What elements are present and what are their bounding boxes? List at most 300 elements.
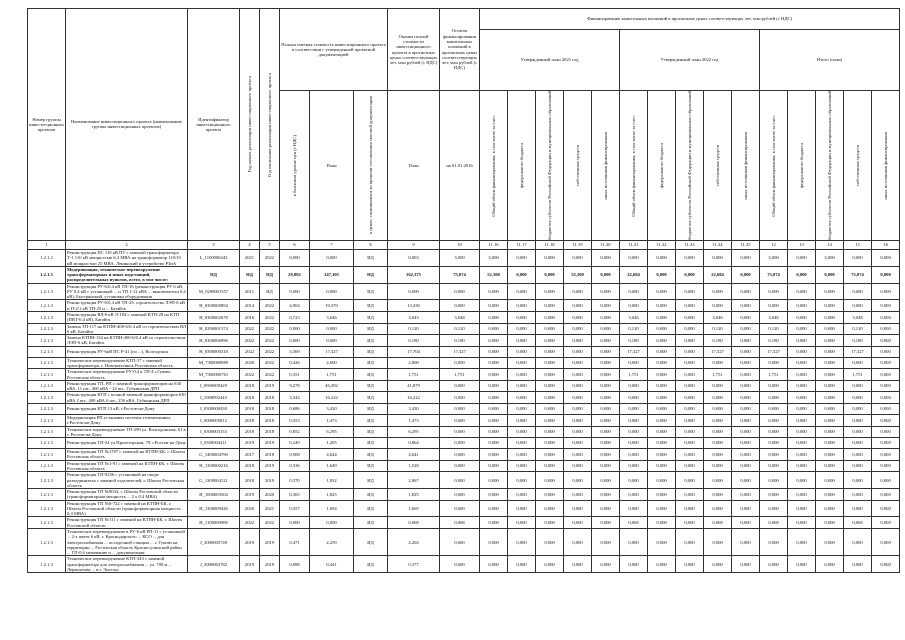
end-year: 2022 <box>260 335 280 347</box>
end-year: 2022 <box>260 346 280 357</box>
value-cell: 0,000 <box>788 335 816 347</box>
value-cell: 0,000 <box>648 392 676 404</box>
value-cell: 0,000 <box>760 380 788 392</box>
project-id: J_3000005749 <box>188 529 240 556</box>
project-id: H_1300000216 <box>188 460 240 472</box>
value-cell: 1,649 <box>310 460 354 472</box>
value-cell: 6,295 <box>310 426 354 438</box>
value-cell: 0,000 <box>648 438 676 449</box>
value-cell: 0,068 <box>388 517 440 529</box>
header-plan-2022: Утвержденный план 2022 год <box>620 30 760 91</box>
value-cell: 0,000 <box>844 300 872 312</box>
value-cell: 0,000 <box>732 392 760 404</box>
value-cell: 0,249 <box>280 438 310 449</box>
value-cell: 0,000 <box>816 380 844 392</box>
header-project-id: Идентификатор инвестиционного проекта <box>188 9 240 241</box>
value-cell: 0,000 <box>480 357 508 369</box>
value-cell: 0,000 <box>536 556 564 573</box>
value-cell: 0,000 <box>440 472 480 489</box>
value-cell: 0,000 <box>844 438 872 449</box>
header-fin-own: собственных средств <box>564 91 592 241</box>
value-cell: 17,327 <box>310 346 354 357</box>
start-year: 2020 <box>240 357 260 369</box>
value-cell: 0,120 <box>388 323 440 335</box>
value-cell: 1,825 <box>310 489 354 501</box>
value-cell: 0,000 <box>760 283 788 300</box>
value-cell: 0,000 <box>620 380 648 392</box>
value-cell: 0,000 <box>872 312 900 324</box>
end-year: 2022 <box>260 249 280 266</box>
value-cell: 0,000 <box>732 249 760 266</box>
project-id: I_0300000430 <box>188 403 240 414</box>
value-cell: 75,074 <box>760 266 788 283</box>
value-cell: 0,000 <box>648 472 676 489</box>
value-cell: 41,879 <box>388 380 440 392</box>
value-cell: ИД <box>354 369 388 381</box>
column-index: 14 <box>816 240 844 249</box>
value-cell: 0,000 <box>508 249 536 266</box>
project-name: Реконструкция РУ-6/0,4 кВ ТП-16 (реконструкция РУ 6 кВ, РУ 0,4 кВ с установкой ... и ТП 1-12 кВА ... выключатели 0,4 кВ), Быстрянский, установка оборудования <box>67 283 186 300</box>
value-cell: 0,000 <box>480 369 508 381</box>
value-cell: 0,000 <box>592 283 620 300</box>
value-cell: 2,600 <box>310 357 354 369</box>
project-id: H_0300002678 <box>188 312 240 324</box>
value-cell: ИД <box>354 323 388 335</box>
value-cell: 0,000 <box>872 500 900 517</box>
value-cell: 0,000 <box>648 380 676 392</box>
value-cell: 0,000 <box>788 369 816 381</box>
value-cell: 0,000 <box>564 472 592 489</box>
value-cell: 3,646 <box>310 312 354 324</box>
value-cell: 0,000 <box>592 369 620 381</box>
value-cell: 0,000 <box>508 556 536 573</box>
value-cell: 0,000 <box>760 300 788 312</box>
table-row <box>28 449 900 461</box>
value-cell: ИД <box>354 426 388 438</box>
value-cell: ИД <box>354 312 388 324</box>
value-cell: 0,000 <box>480 500 508 517</box>
header-full-cost: Оценка полной стоимости инвестиционного проекта в прогнозных ценах соответствующих лет, млн рублей (с НДС) <box>388 9 440 91</box>
project-id: M_7300000889 <box>188 357 240 369</box>
value-cell: 0,000 <box>732 517 760 529</box>
value-cell: 0,000 <box>732 460 760 472</box>
value-cell: 0,000 <box>872 426 900 438</box>
project-name: Реконструкция ВЛ-6 кВ Л-104 с заменой КТП-28 на КТП (ПВТ-0,4 кВ), Батайск <box>66 312 188 324</box>
header-plan-2021: Утвержденный план 2021 год <box>480 30 620 91</box>
value-cell: 0,000 <box>508 380 536 392</box>
value-cell: 1,751 <box>310 369 354 381</box>
value-cell: 0,000 <box>788 460 816 472</box>
table-row <box>28 392 900 404</box>
value-cell: ИД <box>354 449 388 461</box>
value-cell: 0,000 <box>844 392 872 404</box>
value-cell: ИД <box>354 414 388 426</box>
value-cell: 0,000 <box>508 500 536 517</box>
project-name: Реконструкция ТП №1-91 с заменой на КТПН-БК, г. Шахты Ростовская область <box>66 460 188 472</box>
value-cell: 0,000 <box>760 403 788 414</box>
value-cell: 0,000 <box>648 249 676 266</box>
value-cell: 0,000 <box>760 426 788 438</box>
value-cell: 0,000 <box>732 529 760 556</box>
value-cell: 0,000 <box>508 357 536 369</box>
value-cell: 2,259 <box>310 529 354 556</box>
start-year: 2017 <box>240 449 260 461</box>
value-cell: 0,000 <box>704 403 732 414</box>
end-year: 2019 <box>260 460 280 472</box>
value-cell: 0,000 <box>648 346 676 357</box>
value-cell: 1,751 <box>440 369 480 381</box>
row-number: 1.2.1.3 <box>28 556 66 573</box>
value-cell: 0,000 <box>844 529 872 556</box>
value-cell: 17,327 <box>844 346 872 357</box>
project-name: Реконструкция КТП 13 кВ, г.Ростов-на-Дону <box>66 403 188 414</box>
value-cell: ИД <box>354 460 388 472</box>
column-index: 6 <box>280 240 310 249</box>
value-cell: 0,000 <box>872 403 900 414</box>
value-cell: 0,000 <box>508 449 536 461</box>
column-index: 3 <box>188 240 240 249</box>
value-cell: 3,046 <box>620 312 648 324</box>
value-cell: 0,000 <box>480 346 508 357</box>
value-cell: ИД <box>354 249 388 266</box>
value-cell: 0,120 <box>704 323 732 335</box>
header-estimate-cost: Полная сметная стоимость инвестиционного проекта в соответствии с утвержденной проектной документацией <box>280 9 388 91</box>
row-number: 1.2.1.3 <box>28 357 66 369</box>
value-cell: 0,000 <box>536 460 564 472</box>
value-cell: 6,295 <box>388 426 440 438</box>
value-cell: 0,000 <box>280 249 310 266</box>
value-cell: 0,000 <box>844 414 872 426</box>
project-id: G_1400004790 <box>188 449 240 461</box>
table-row <box>28 472 900 489</box>
start-year: 2018 <box>240 426 260 438</box>
project-name: Реконструкция ТП-9256 с установкой на опоре разъединителя с заменой отделителей, г. Шахты Ростовская область <box>66 472 188 489</box>
row-number: 1.2.1.3 <box>28 380 66 392</box>
value-cell: 3,344 <box>280 392 310 404</box>
header-group-number: Номер группы инвести-ционных проектов <box>28 9 66 241</box>
value-cell: 0,471 <box>280 529 310 556</box>
value-cell: 0,000 <box>508 460 536 472</box>
value-cell: 0,000 <box>704 249 732 266</box>
value-cell: 0,000 <box>592 357 620 369</box>
value-cell: 0,377 <box>388 556 440 573</box>
value-cell: 0,000 <box>480 460 508 472</box>
table-row <box>28 517 900 529</box>
value-cell: 0,000 <box>732 449 760 461</box>
project-id: H_0290001374 <box>188 323 240 335</box>
value-cell: 0,000 <box>732 323 760 335</box>
start-year: 2022 <box>240 323 260 335</box>
value-cell: 0,000 <box>620 556 648 573</box>
row-number: 1.2.1.3 <box>28 489 66 501</box>
column-index: 13 <box>788 240 816 249</box>
project-name: Модернизация РП установки системы телемеханики, г.Ростов-на-Дону <box>66 414 188 426</box>
header-fin-fed: федерального бюджета <box>788 91 816 241</box>
value-cell: 0,000 <box>480 283 508 300</box>
value-cell: 0,000 <box>508 323 536 335</box>
value-cell: 0,000 <box>676 266 704 283</box>
value-cell: 0,000 <box>788 323 816 335</box>
value-cell: 0,000 <box>564 357 592 369</box>
value-cell: 0,000 <box>676 438 704 449</box>
value-cell: 0,000 <box>564 380 592 392</box>
value-cell: 0,000 <box>676 403 704 414</box>
value-cell: 0,000 <box>816 346 844 357</box>
value-cell: 0,000 <box>676 249 704 266</box>
value-cell: 9,278 <box>280 380 310 392</box>
row-number: 1.2.1.3 <box>28 529 66 556</box>
value-cell: 0,000 <box>388 283 440 300</box>
row-number: 1.2.1.3 <box>28 500 66 517</box>
value-cell: 0,000 <box>816 414 844 426</box>
table-row <box>28 249 900 266</box>
value-cell: 0,000 <box>676 489 704 501</box>
value-cell: 0,000 <box>816 266 844 283</box>
value-cell: 0,000 <box>844 489 872 501</box>
value-cell: ИД <box>354 283 388 300</box>
value-cell: 0,000 <box>760 414 788 426</box>
table-body <box>28 249 900 572</box>
column-index: 11.17 <box>508 240 536 249</box>
value-cell: 0,000 <box>620 392 648 404</box>
value-cell: 0,000 <box>536 472 564 489</box>
value-cell: 0,852 <box>280 426 310 438</box>
value-cell: 0,000 <box>536 346 564 357</box>
value-cell: 17,704 <box>388 346 440 357</box>
start-year: 2014 <box>240 300 260 312</box>
value-cell: ИД <box>354 489 388 501</box>
header-full-plan: План <box>388 91 440 241</box>
value-cell: 0,000 <box>732 414 760 426</box>
project-id: H_1100000908 <box>188 517 240 529</box>
value-cell: 3,430 <box>310 403 354 414</box>
value-cell: 0,000 <box>480 489 508 501</box>
value-cell: 0,000 <box>676 312 704 324</box>
value-cell: 0,000 <box>620 489 648 501</box>
value-cell: 0,000 <box>676 323 704 335</box>
value-cell: 0,000 <box>592 460 620 472</box>
value-cell: 0,000 <box>508 472 536 489</box>
value-cell: 0,000 <box>844 426 872 438</box>
value-cell: 0,000 <box>648 500 676 517</box>
value-cell: 0,000 <box>872 346 900 357</box>
value-cell: 0,000 <box>676 449 704 461</box>
header-fin-reg: бюджетов субъектов Российской Федерации и муниципальных образований <box>536 91 564 241</box>
value-cell: 0,000 <box>310 517 354 529</box>
value-cell: 0,000 <box>648 266 676 283</box>
value-cell: 0,000 <box>480 403 508 414</box>
value-cell: 0,000 <box>536 357 564 369</box>
value-cell: 0,000 <box>508 392 536 404</box>
value-cell: 0,000 <box>648 323 676 335</box>
value-cell: 0,000 <box>564 414 592 426</box>
project-name: Техническое перевооружение КТП-343 с заменой трансформатора для электроснабжения ... ул. 700 м ... Лермонтова ... в г. Энгельс <box>66 556 188 573</box>
start-year: 2018 <box>240 472 260 489</box>
end-year: 2022 <box>260 517 280 529</box>
value-cell: 0,000 <box>844 449 872 461</box>
value-cell: ИД <box>354 556 388 573</box>
value-cell: 0,000 <box>564 249 592 266</box>
value-cell: 3,000 <box>480 249 508 266</box>
value-cell: 0,000 <box>760 472 788 489</box>
value-cell: 0,908 <box>280 449 310 461</box>
value-cell: 0,000 <box>788 414 816 426</box>
value-cell: 0,000 <box>480 438 508 449</box>
project-name: Реконструкция ТП №1707 с заменой на КТПН-БК, г. Шахты Ростовская область <box>66 449 188 461</box>
value-cell: 0,000 <box>872 249 900 266</box>
value-cell: 0,180 <box>440 335 480 347</box>
value-cell: 0,000 <box>592 323 620 335</box>
start-year: 2022 <box>240 369 260 381</box>
header-fin-total: Общий объем финансирования, в том числе за счет: <box>620 91 648 241</box>
value-cell: 0,000 <box>816 438 844 449</box>
value-cell: 3,046 <box>704 312 732 324</box>
project-id: H_0300000894 <box>188 300 240 312</box>
value-cell: 17,327 <box>760 346 788 357</box>
project-name: Реконструкция РУ-6/0,4 кВ ТП-25, строительство ЛЭП-6 кВ и П-2/1 кВ ТП-25 и ... Батайск <box>66 300 188 312</box>
value-cell: 0,000 <box>816 489 844 501</box>
header-fin-other: иных источников финансирования <box>872 91 900 241</box>
value-cell: 0,120 <box>844 323 872 335</box>
table-row <box>28 529 900 556</box>
table-row <box>28 438 900 449</box>
value-cell: 0,000 <box>676 426 704 438</box>
value-cell: 0,000 <box>440 500 480 517</box>
value-cell: 0,000 <box>676 346 704 357</box>
value-cell: 0,000 <box>676 369 704 381</box>
value-cell: 0,000 <box>704 489 732 501</box>
value-cell: 0,000 <box>564 369 592 381</box>
value-cell: 0,000 <box>620 472 648 489</box>
column-index: 11.19 <box>564 240 592 249</box>
value-cell: 0,000 <box>508 312 536 324</box>
value-cell: 0,000 <box>872 414 900 426</box>
value-cell: 0,000 <box>704 426 732 438</box>
project-name: Техническое перевооружение ТП-299 ул. Волгодонская, 61 в г. Ростов-на-Дону <box>67 426 186 437</box>
row-number: 1.2.1.3 <box>28 392 66 404</box>
value-cell: 0,000 <box>816 357 844 369</box>
value-cell: 0,000 <box>592 380 620 392</box>
value-cell: 0,000 <box>648 517 676 529</box>
value-cell: ИД <box>354 438 388 449</box>
value-cell: 0,180 <box>620 335 648 347</box>
row-number: 1.2.1.3 <box>28 426 66 438</box>
value-cell: 0,068 <box>620 517 648 529</box>
value-cell: 0,000 <box>816 529 844 556</box>
column-index: 11.23 <box>676 240 704 249</box>
value-cell: ИД <box>354 357 388 369</box>
value-cell: 17,327 <box>440 346 480 357</box>
header-start-year: Год начала реализации инвестиционного проекта <box>240 9 260 241</box>
header-fin-other: иных источников финансирования <box>592 91 620 241</box>
value-cell: 1,473 <box>310 414 354 426</box>
header-cost-base: в базисном уровне цен (с НДС) <box>280 91 310 241</box>
value-cell: 1,751 <box>760 369 788 381</box>
value-cell: 0,000 <box>508 529 536 556</box>
value-cell: 0,000 <box>508 346 536 357</box>
value-cell: 347,105 <box>310 266 354 283</box>
value-cell: 0,000 <box>788 489 816 501</box>
value-cell: 0,000 <box>440 460 480 472</box>
value-cell: ИД <box>354 529 388 556</box>
value-cell: 0,000 <box>564 283 592 300</box>
end-year: 2022 <box>260 369 280 381</box>
value-cell: 0,000 <box>280 323 310 335</box>
value-cell: 0,000 <box>440 403 480 414</box>
value-cell: 0,000 <box>592 556 620 573</box>
value-cell: 0,000 <box>732 500 760 517</box>
value-cell: 0,000 <box>536 517 564 529</box>
start-year: 2020 <box>240 500 260 517</box>
end-year: НД <box>260 266 280 283</box>
value-cell: 16,222 <box>388 392 440 404</box>
project-id: M_7300000761 <box>188 369 240 381</box>
value-cell: 0,000 <box>844 472 872 489</box>
value-cell: 0,000 <box>760 556 788 573</box>
value-cell: 0,000 <box>310 323 354 335</box>
value-cell: 0,000 <box>480 414 508 426</box>
value-cell: 0,000 <box>676 472 704 489</box>
project-id: I_0000005812 <box>188 414 240 426</box>
value-cell: 1,751 <box>388 369 440 381</box>
value-cell: 0,000 <box>732 426 760 438</box>
value-cell: 1,751 <box>844 369 872 381</box>
value-cell: 3,043 <box>388 312 440 324</box>
value-cell: 0,000 <box>732 380 760 392</box>
value-cell: 3,048 <box>760 312 788 324</box>
value-cell: 0,000 <box>872 529 900 556</box>
value-cell: ИД <box>354 346 388 357</box>
value-cell: 0,000 <box>816 300 844 312</box>
column-index: 11.22 <box>648 240 676 249</box>
column-index: 9 <box>388 240 440 249</box>
value-cell: 0,000 <box>592 392 620 404</box>
end-year: 2022 <box>260 357 280 369</box>
header-fin-own: собственных средств <box>704 91 732 241</box>
value-cell: 0,000 <box>844 500 872 517</box>
project-id: J_3000063782 <box>188 556 240 573</box>
value-cell: 0,000 <box>508 414 536 426</box>
value-cell: 0,000 <box>592 500 620 517</box>
value-cell: 0,000 <box>280 517 310 529</box>
value-cell: 0,000 <box>732 489 760 501</box>
value-cell: 0,000 <box>872 323 900 335</box>
value-cell: ИД <box>354 335 388 347</box>
end-year: 2018 <box>260 426 280 438</box>
value-cell: 0,000 <box>536 426 564 438</box>
value-cell: 0,000 <box>280 283 310 300</box>
start-year: 2019 <box>240 438 260 449</box>
table-row <box>28 312 900 324</box>
value-cell: 0,000 <box>564 529 592 556</box>
value-cell: 0,000 <box>816 392 844 404</box>
value-cell: 0,000 <box>704 392 732 404</box>
value-cell: 0,000 <box>676 283 704 300</box>
value-cell: 0,068 <box>704 517 732 529</box>
value-cell: 0,000 <box>788 426 816 438</box>
value-cell: 75,074 <box>440 266 480 283</box>
value-cell: 0,000 <box>480 449 508 461</box>
value-cell: 75,074 <box>844 266 872 283</box>
value-cell: 0,000 <box>508 438 536 449</box>
column-index: 11.25 <box>732 240 760 249</box>
value-cell: 0,000 <box>816 460 844 472</box>
end-year: 2019 <box>260 556 280 573</box>
value-cell: ИД <box>354 517 388 529</box>
value-cell: 0,000 <box>440 529 480 556</box>
value-cell: 0,000 <box>788 283 816 300</box>
value-cell: 4,644 <box>310 449 354 461</box>
